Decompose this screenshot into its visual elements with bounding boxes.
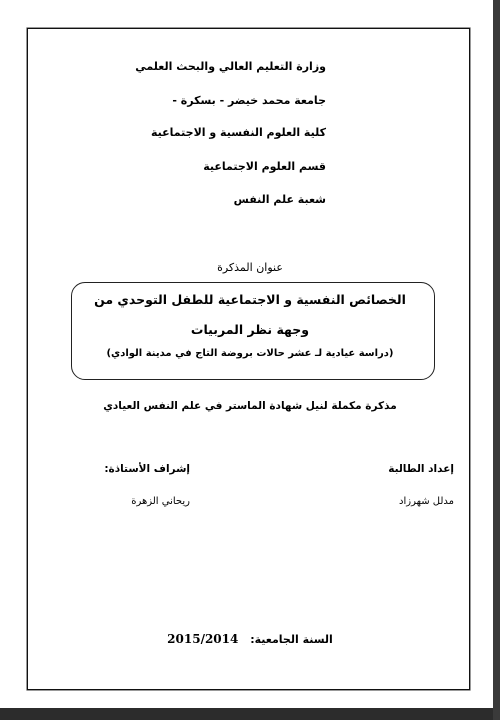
university-line: جامعة محمد خيضر - بسكرة - xyxy=(172,94,326,107)
viewer-bottom-edge xyxy=(0,708,500,720)
supervisor-name: ريحاني الزهرة xyxy=(131,496,190,507)
ministry-line: وزارة التعليم العالي والبحث العلمي xyxy=(135,60,326,73)
thesis-subtitle: (دراسة عيادية لـ عشر حالات بروضة التاج في مدينة الوادي) xyxy=(106,348,394,359)
academic-year-label: السنة الجامعية: xyxy=(250,633,333,646)
thesis-heading: عنوان المذكرة xyxy=(217,261,283,274)
viewer-right-edge xyxy=(493,0,500,720)
thesis-title-line2: وجهة نظر المربيات xyxy=(190,322,310,337)
student-name: مدلل شهرزاد xyxy=(399,496,454,507)
academic-year xyxy=(50,632,450,646)
supervisor-label: إشراف الأستاذة: xyxy=(104,463,190,475)
faculty-line: كلية العلوم النفسية و الاجتماعية xyxy=(151,126,326,139)
academic-year-value: 2015/2014 xyxy=(167,632,239,646)
department-line: قسم العلوم الاجتماعية xyxy=(203,160,326,173)
thesis-title-line1: الخصائص النفسية و الاجتماعية للطفل التوحدي من xyxy=(94,292,406,307)
thesis-purpose: مذكرة مكملة لنيل شهادة الماستر في علم النفس العيادي xyxy=(103,400,397,412)
branch-line: شعبة علم النفس xyxy=(233,193,326,206)
student-label: إعداد الطالبة xyxy=(388,463,454,475)
